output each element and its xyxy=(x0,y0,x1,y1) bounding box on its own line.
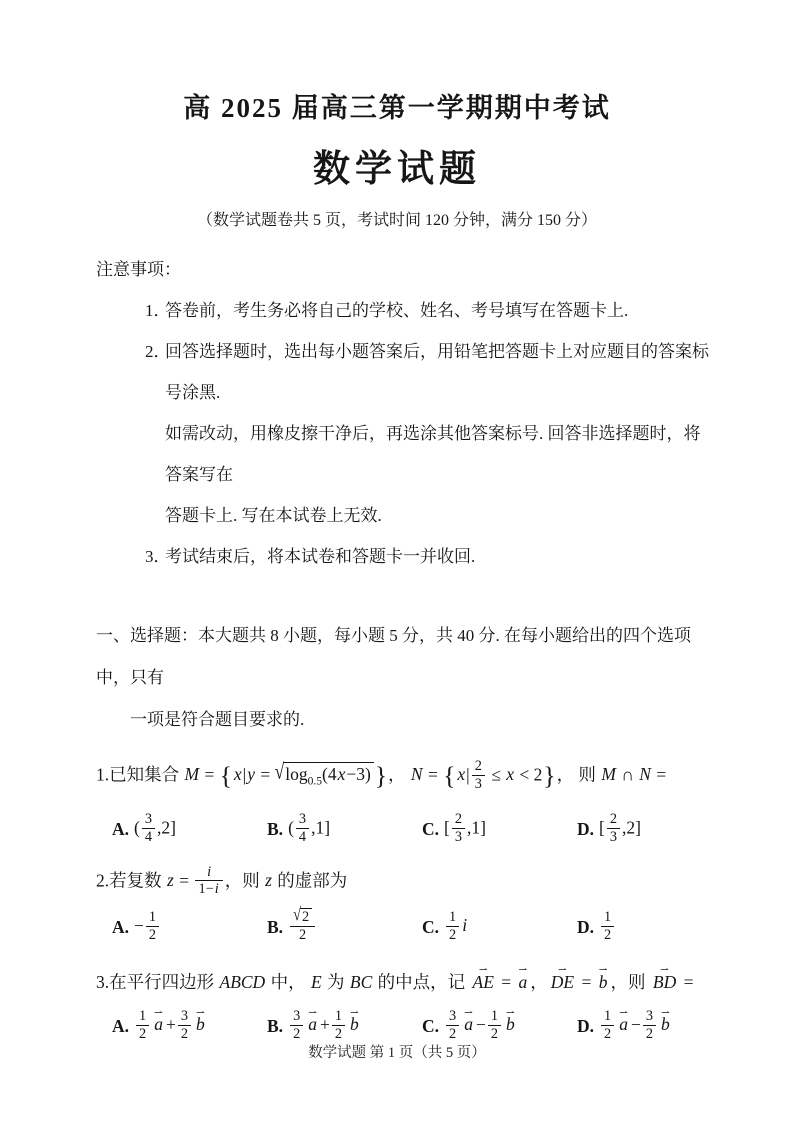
choices-row-2 xyxy=(96,905,712,946)
choice-item-d xyxy=(577,910,616,945)
choice-label: C. xyxy=(422,916,440,937)
choice-item-b xyxy=(267,812,422,847)
choice-label: A. xyxy=(112,916,130,937)
page-title: 高 2025 届高三第一学期期中考试 xyxy=(183,93,611,123)
notice-item-line: 答题卡上. 写在本试卷上无效. xyxy=(165,506,382,525)
question-stem-1: 1.已知集合 M = { $x|y = √\log_{0.5}(4x-3)$ }， N = { x| $\frac{2}{3}$ ≤ x < 2}， 则 M ∩ N = xyxy=(96,757,667,792)
meta-line: （数学试题卷共 5 页，考试时间 120 分钟，满分 150 分） xyxy=(196,212,597,229)
notice-item-line: 考试结束后，将本试卷和答题卡一并收回. xyxy=(165,547,476,566)
choice-label: B. xyxy=(267,1015,284,1036)
choice-item-d xyxy=(577,812,641,847)
choice-label: C. xyxy=(422,818,440,839)
choice-formula: $\frac{1}{2}$ xyxy=(599,910,616,945)
choice-label: A. xyxy=(112,1015,130,1036)
choice-label: B. xyxy=(267,916,284,937)
notice-item-number: 3． xyxy=(145,547,171,566)
question-stem-3: 3.在平行四边形 ABCD 中， E 为 BC 的中点，记 ⇀ AE = ⇀ a ， ⇀ DE = ⇀ b ，则 ⇀ BD = xyxy=(96,971,712,995)
choice-label: D. xyxy=(577,818,595,839)
choice-formula: $\frac{√2}{2}$ xyxy=(288,910,317,946)
choice-item-c xyxy=(422,1009,577,1044)
choice-label: D. xyxy=(577,1015,595,1036)
choice-item-b xyxy=(267,905,422,946)
question-stem-2: 2.若复数 z = $\frac{i}{1-i}$ ，则 z 的虚部为 xyxy=(96,863,348,898)
subject-title: 数学试题 xyxy=(313,149,481,190)
notice-item-line: 如需改动，用橡皮擦干净后，再选涂其他答案标号. 回答非选择题时，将答案写在 xyxy=(165,424,701,484)
choice-item-c xyxy=(422,910,577,945)
choice-formula: $\frac{3}{2}$ ⇀ a − $\frac{1}{2}$ ⇀ b xyxy=(444,1009,518,1044)
notice-item-3 xyxy=(96,536,712,577)
choice-formula: $\frac{1}{2}$ ⇀ a + $\frac{3}{2}$ ⇀ b xyxy=(134,1009,208,1044)
choice-formula: − $\frac{1}{2}$ xyxy=(134,910,161,945)
section-text-continued: 一项是符合题目要求的. xyxy=(130,710,305,729)
choice-formula: ( $\frac{3}{4}$ ,1] xyxy=(288,810,331,845)
notice-item-line: 答卷前，考生务必将自己的学校、姓名、考号填写在答题卡上. xyxy=(165,301,629,320)
choice-item-d xyxy=(577,1009,673,1044)
choice-item-a xyxy=(112,1009,267,1044)
choices-row-3 xyxy=(96,1009,712,1044)
notice-item-1 xyxy=(96,290,712,331)
page-footer: 数学试题 第 1 页（共 5 页） xyxy=(308,1045,486,1061)
notice-item-number: 1． xyxy=(145,301,171,320)
section-heading xyxy=(96,615,712,741)
choice-formula: $\frac{1}{2}$ i xyxy=(444,910,468,945)
choice-formula: [ $\frac{2}{3}$ ,2] xyxy=(599,810,641,845)
notice-item-number: 2． xyxy=(145,342,171,361)
choice-item-c xyxy=(422,812,577,847)
notice-item-2 xyxy=(96,331,712,536)
choice-item-a xyxy=(112,910,267,945)
choice-formula: [ $\frac{2}{3}$ ,1] xyxy=(444,810,486,845)
page-content xyxy=(96,249,712,1044)
choice-label: C. xyxy=(422,1015,440,1036)
choice-item-a xyxy=(112,812,267,847)
choice-formula: $\frac{3}{2}$ ⇀ a + $\frac{1}{2}$ ⇀ b xyxy=(288,1009,362,1044)
notice-heading: 注意事项： xyxy=(96,260,181,279)
choice-label: A. xyxy=(112,818,130,839)
choice-label: B. xyxy=(267,818,284,839)
choice-formula: $\frac{1}{2}$ ⇀ a − $\frac{3}{2}$ ⇀ b xyxy=(599,1009,673,1044)
notice-item-line: 回答选择题时，选出每小题答案后，用铅笔把答题卡上对应题目的答案标号涂黑. xyxy=(165,342,709,402)
choice-formula: ( $\frac{3}{4}$ ,2] xyxy=(134,810,176,845)
section-heading-line xyxy=(96,615,712,699)
choice-item-b xyxy=(267,1009,422,1044)
choices-row-1 xyxy=(96,812,712,847)
section-number: 一、 xyxy=(96,626,130,645)
choice-label: D. xyxy=(577,916,595,937)
section-text: 选择题：本大题共 8 小题，每小题 5 分，共 40 分. 在每小题给出的四个选项中，只有 xyxy=(96,626,691,687)
